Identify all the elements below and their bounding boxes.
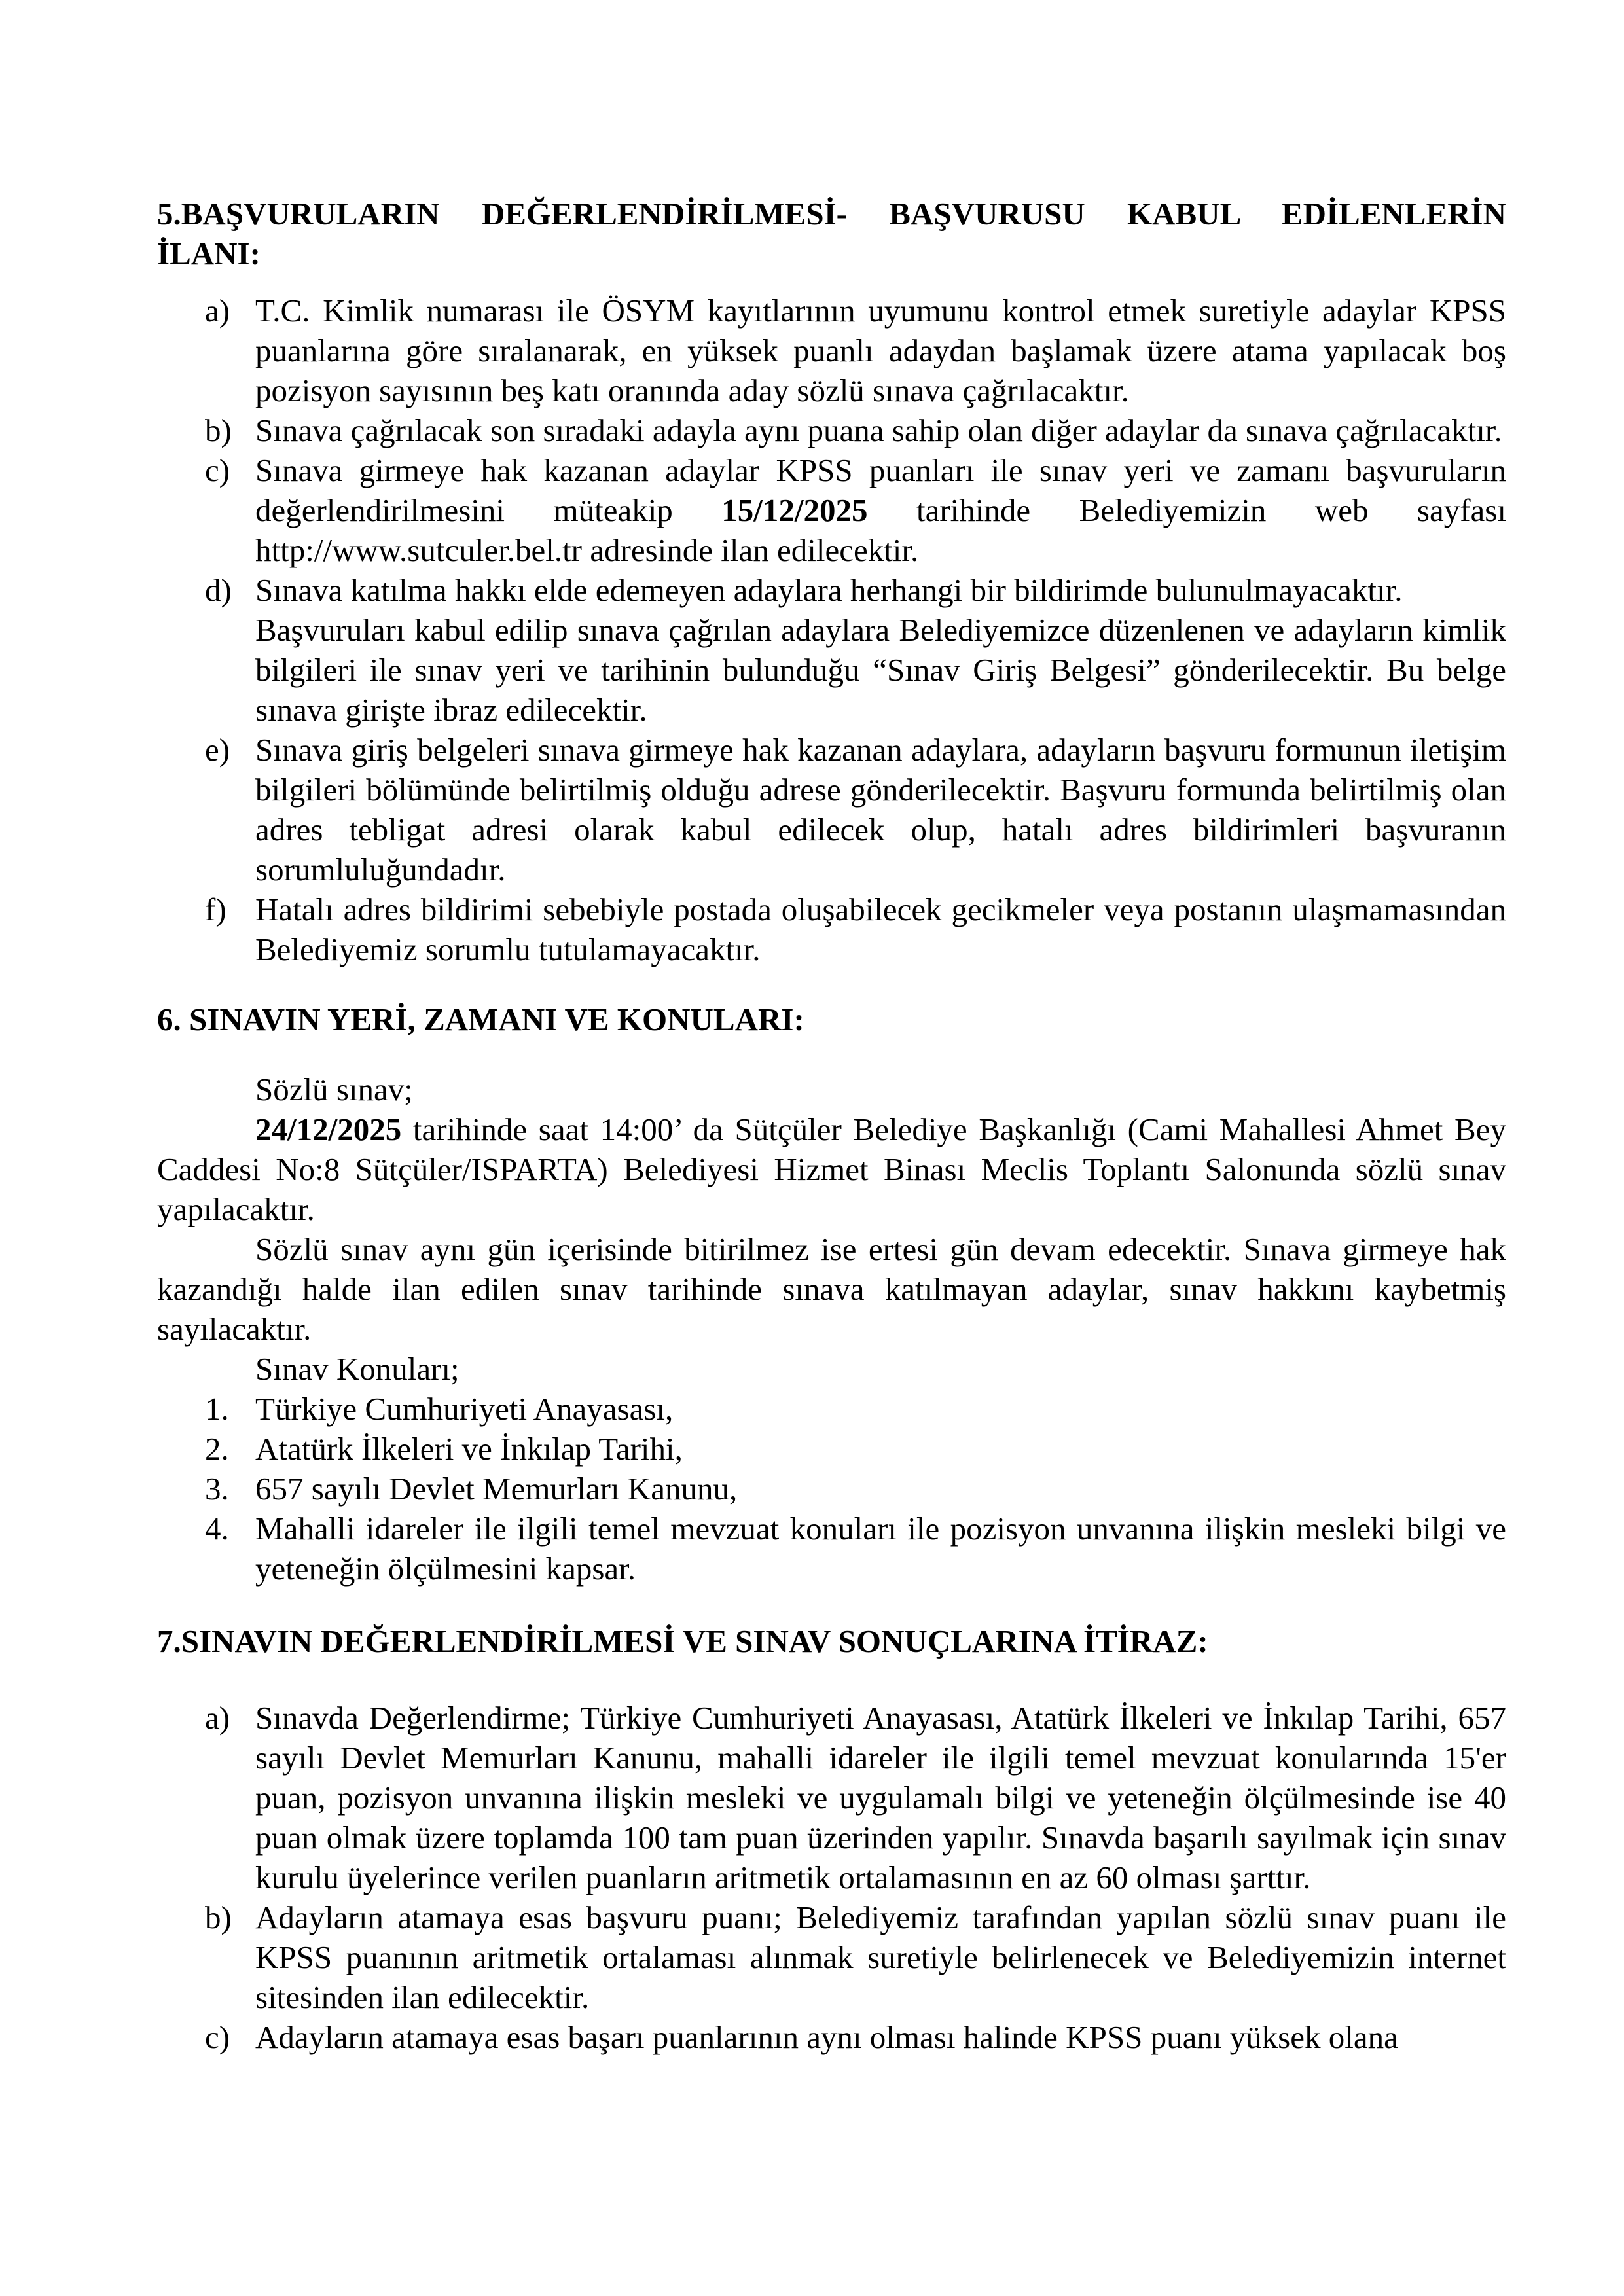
list-marker: e): [205, 732, 230, 768]
list-item-b: [205, 410, 1506, 450]
list-item-4: [205, 1509, 1506, 1588]
paragraph-sozlu-sinav: Sözlü sınav;: [255, 1071, 413, 1107]
list-item-text: Mahalli idareler ile ilgili temel mevzuat konuları ile pozisyon unvanına ilişkin mesleki bilgi ve yeteneğin ölçülmesini kapsar.: [255, 1511, 1506, 1587]
list-marker: b): [205, 1899, 232, 1935]
list-item-a: [205, 291, 1506, 410]
list-item-text: Sınavda Değerlendirme; Türkiye Cumhuriyeti Anayasası, Atatürk İlkeleri ve İnkılap Tarihi, 657 sayılı Devlet Memurları Kanunu, mahalli idareler ile ilgili temel mevzuat konularında 15'er puan, pozisyon unvanına ilişkin mesleki ve uygulamalı bilgi ve yeteneğin ölçülmesinde ise 40 puan olmak üzere toplamda 100 tam puan üzerinden yapılır. Sınavda başarılı sayılmak için sınav kurulu üyelerince verilen puanların aritmetik ortalamasının en az 60 olması şarttır.: [255, 1700, 1506, 1895]
website-url: http://www.sutculer.bel.tr: [255, 532, 582, 568]
list-item-text: Sınava katılma hakkı elde edemeyen adaylara herhangi bir bildirimde bulunulmayacaktır.: [255, 572, 1403, 608]
list-marker: c): [205, 452, 230, 488]
list-marker: 4.: [205, 1511, 229, 1547]
list-item-c7: [205, 2017, 1506, 2057]
list-item-2: [205, 1429, 1506, 1469]
paragraph-exam-continuation: Sözlü sınav aynı gün içerisinde bitirilmez ise ertesi gün devam edecektir. Sınava girmeye hak kazandığı halde ilan edilen sınav tarihinde sınava katılmayan adaylar, sınav hakkını kaybetmiş sayılacaktır.: [157, 1231, 1506, 1347]
section6-list: [157, 1389, 1506, 1588]
list-item-e: [205, 730, 1506, 889]
list-item-f: [205, 889, 1506, 969]
section7-list: [157, 1698, 1506, 2057]
list-marker: 1.: [205, 1391, 229, 1427]
list-marker: 2.: [205, 1431, 229, 1467]
exam-date: 24/12/2025: [255, 1111, 402, 1147]
section5-heading: [157, 194, 1506, 274]
list-item-b7: [205, 1897, 1506, 2017]
list-marker: d): [205, 572, 232, 608]
list-item-text: tarihinde Belediyemizin web sayfası: [867, 492, 1506, 528]
list-marker: c): [205, 2019, 230, 2055]
list-item-3: [205, 1469, 1506, 1509]
paragraph-exam-place: [157, 1109, 1506, 1229]
list-item-text: Türkiye Cumhuriyeti Anayasası,: [255, 1391, 674, 1427]
list-item-text: Atatürk İlkeleri ve İnkılap Tarihi,: [255, 1431, 683, 1467]
list-item-d: [205, 570, 1506, 610]
list-item-d-continuation: Başvuruları kabul edilip sınava çağrılan adaylara Belediyemizce düzenlenen ve adayların kimlik bilgileri ile sınav yeri ve tarihinin bulunduğu “Sınav Giriş Belgesi” gönderilecektir. Bu belge sınava girişte ibraz edilecektir.: [255, 612, 1506, 728]
list-marker: a): [205, 1700, 230, 1736]
list-item-text: Sınava çağrılacak son sıradaki adayla aynı puana sahip olan diğer adaylar da sınava çağrılacaktır.: [255, 412, 1502, 448]
list-item-text: Hatalı adres bildirimi sebebiyle postada oluşabilecek gecikmeler veya postanın ulaşmamasından Belediyemiz sorumlu tutulamayacaktır.: [255, 891, 1506, 967]
section6-heading: 6. SINAVIN YERİ, ZAMANI VE KONULARI:: [157, 1001, 804, 1037]
section5-heading-line2: İLANI:: [157, 236, 261, 272]
section5-heading-line1: 5.BAŞVURULARIN DEĞERLENDİRİLMESİ- BAŞVURUSU KABUL EDİLENLERİN: [157, 196, 1506, 232]
list-item-text: adresinde ilan edilecektir.: [582, 532, 919, 568]
paragraph-text: tarihinde saat 14:00’ da Sütçüler Belediye Başkanlığı (Cami Mahallesi Ahmet Bey Caddesi No:8 Sütçüler/ISPARTA) Belediyesi Hizmet Binası Meclis Toplantı Salonunda sözlü sınav yapılacaktır.: [157, 1111, 1506, 1227]
list-marker: a): [205, 293, 230, 329]
list-marker: 3.: [205, 1471, 229, 1507]
paragraph-exam-topics-label: Sınav Konuları;: [255, 1351, 460, 1387]
list-item-text: T.C. Kimlik numarası ile ÖSYM kayıtlarının uyumunu kontrol etmek suretiyle adaylar KPSS puanlarına göre sıralanarak, en yüksek puanlı adaydan başlamak üzere atama yapılacak boş pozisyon sayısının beş katı oranında aday sözlü sınava çağrılacaktır.: [255, 293, 1506, 408]
list-marker: b): [205, 412, 232, 448]
list-marker: f): [205, 891, 226, 927]
list-item-a7: [205, 1698, 1506, 1897]
list-item-1: [205, 1389, 1506, 1429]
list-item-text: Adayların atamaya esas başvuru puanı; Belediyemiz tarafından yapılan sözlü sınav puanı ile KPSS puanının aritmetik ortalaması alınmak suretiyle belirlenecek ve Belediyemizin internet sitesinden ilan edilecektir.: [255, 1899, 1506, 2015]
section5-list: [157, 291, 1506, 969]
list-item-text: Sınava girmeye hak kazanan adaylar KPSS puanları ile sınav yeri ve zamanı başvuruların değerlendirilmesini müteakip: [255, 452, 1506, 528]
announcement-date: 15/12/2025: [721, 492, 868, 528]
list-item-text: Adayların atamaya esas başarı puanlarının aynı olması halinde KPSS puanı yüksek olana: [255, 2019, 1398, 2055]
list-item-text: 657 sayılı Devlet Memurları Kanunu,: [255, 1471, 738, 1507]
section7-heading: 7.SINAVIN DEĞERLENDİRİLMESİ VE SINAV SONUÇLARINA İTİRAZ:: [157, 1623, 1208, 1659]
list-item-text: Sınava giriş belgeleri sınava girmeye hak kazanan adaylara, adayların başvuru formunun iletişim bilgileri bölümünde belirtilmiş olduğu adrese gönderilecektir. Başvuru formunda belirtilmiş olan adres tebligat adresi olarak kabul edilecek olup, hatalı adres bildirimleri başvuranın sorumluluğundadır.: [255, 732, 1506, 888]
list-item-c: [205, 450, 1506, 570]
